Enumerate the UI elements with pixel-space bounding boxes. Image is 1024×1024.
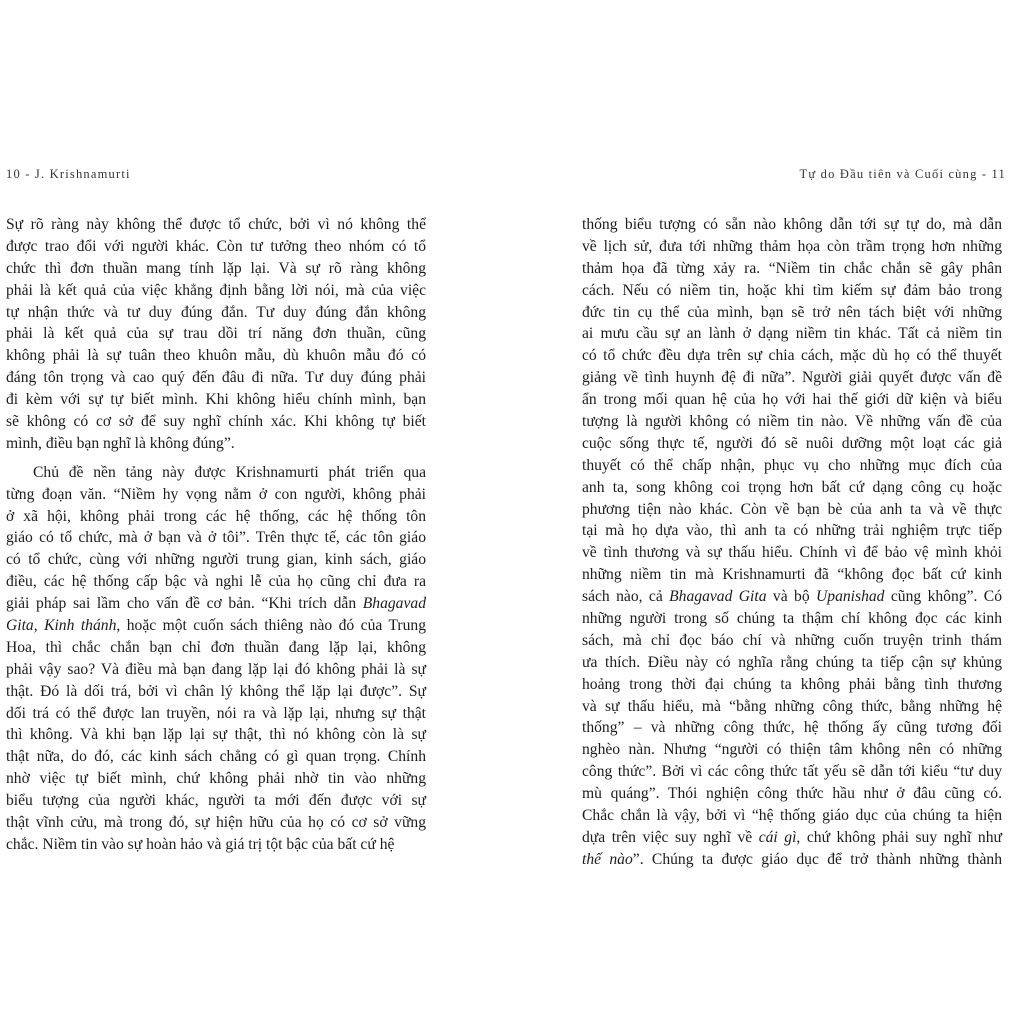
text-line [6, 790, 426, 812]
text-run: chức thì đơn thuần mang tính lặp lại. Và sự rõ ràng không [6, 259, 426, 277]
text-line [6, 527, 426, 549]
left-running-head: 10 - J. Krishnamurti [6, 167, 131, 181]
italic-title: Upanishad [816, 588, 885, 606]
text-run: từng đoạn văn. “Niềm hy vọng nằm ở con người, không phải [6, 485, 426, 503]
text-line [6, 506, 426, 528]
text-run: Hoa, thì chắc chắn bạn chỉ đơn thuần đang lặp lại, không [6, 638, 426, 656]
text-run: ưa thích. Điều này có nghĩa rằng chúng ta tiếp cận sự khủng [582, 653, 1002, 671]
text-line [6, 345, 426, 367]
text-run: cũng không”. Có [884, 588, 1002, 606]
text-run: nghèo nàn. Nhưng “người có thiện tâm không nên có những [582, 741, 1002, 759]
text-line [582, 433, 1002, 455]
text-run: Chắc chắn là vậy, bởi vì “hệ thống giáo dục của chúng ta hiện [582, 807, 1002, 825]
text-line [582, 280, 1002, 302]
text-run: đức tin cụ thể của mình, bạn sẽ trở nên tách biệt với những [582, 303, 1002, 321]
text-line [582, 367, 1002, 389]
italic-title: Gita, Kinh thánh [6, 617, 117, 635]
text-run: mình, điều bạn nghĩ là không đúng”. [6, 434, 235, 452]
text-run: tại mà họ dựa vào, thì anh ta có những trải nghiệm trực tiếp [582, 522, 1002, 540]
text-run: anh ta, song không coi trọng hơn bất cứ dạng công cụ hoặc [582, 478, 1002, 496]
text-run: đi kèm với sự tự biết mình. Khi không hiểu chính mình, bạn [6, 391, 426, 409]
text-line [582, 739, 1002, 761]
text-line [6, 389, 426, 411]
text-run: thảm họa đã từng xảy ra. “Niềm tin chắc chắn sẽ gây phân [582, 259, 1002, 277]
text-run: thống biểu tượng có sẵn nào không dẫn tới sự tự do, mà dẫn [582, 216, 1002, 233]
text-line [582, 805, 1002, 827]
text-run: sẽ không có cơ sở để suy nghĩ chính xác. Khi không tự biết [6, 413, 426, 431]
text-run: ẩn trong mối quan hệ của họ với hai thế giới dữ kiện và biểu [582, 391, 1002, 409]
text-run: công thức”. Bởi vì các công thức tất yếu sẽ dẫn tới kiểu “tư duy [582, 763, 1002, 781]
text-line [582, 783, 1002, 805]
text-run: nhờ việc tự biết mình, chứ không phải nhờ tin vào những [6, 770, 426, 788]
text-line [6, 302, 426, 324]
text-line [582, 827, 1002, 849]
text-line [6, 768, 426, 790]
text-run: hoảng trong thời đại chúng ta không phải bằng tình thương [582, 675, 1002, 693]
right-page-body [582, 214, 1002, 871]
text-line [582, 477, 1002, 499]
text-run: sách nào, cả [582, 588, 670, 606]
text-line [6, 659, 426, 681]
text-run: , chứ không phải suy nghĩ như [796, 828, 1002, 846]
text-line [582, 717, 1002, 739]
text-line [582, 345, 1002, 367]
text-line [6, 812, 426, 834]
left-page-body [6, 214, 426, 856]
text-line [582, 564, 1002, 586]
text-run: thống” – và những công thức, hệ thống ấy cũng tương đối [582, 719, 1002, 737]
text-line [6, 411, 426, 433]
text-run: được trao đổi với người khác. Còn tư tưởng theo nhóm có tổ [6, 237, 426, 255]
text-line [6, 549, 426, 571]
text-line [582, 214, 1002, 236]
text-run: dựa trên việc suy nghĩ về [582, 828, 759, 846]
text-run: giáo có tổ chức, mà ở bạn và ở tôi”. Trên thực tế, các tôn giáo [6, 529, 426, 547]
text-line [582, 520, 1002, 542]
text-run: có tổ chức, cùng với những người trung gian, kinh sách, giáo [6, 551, 426, 569]
italic-title: Bhagavad [362, 595, 426, 613]
text-run: phải là kết quả của sự trau dồi trí năng đơn thuần, cũng [6, 325, 426, 343]
text-run: Sự rõ ràng này không thể được tổ chức, bởi vì nó không thể [6, 216, 426, 233]
italic-title: cái gì [758, 828, 797, 846]
text-line [6, 484, 426, 506]
text-run: giải pháp sai lầm cho vấn đề cơ bản. “Khi trích dẫn [6, 595, 363, 613]
text-line [582, 761, 1002, 783]
right-running-head: Tự do Đầu tiên và Cuối cùng - 11 [799, 167, 1006, 181]
text-line [6, 367, 426, 389]
text-run: và bộ [766, 588, 817, 606]
text-run: thì không. Và khi bạn lặp lại sự thật, thì nó không còn là sự [6, 726, 426, 744]
text-line [582, 302, 1002, 324]
text-line [582, 499, 1002, 521]
text-line [6, 462, 426, 484]
text-line [582, 652, 1002, 674]
text-run: mù quáng”. Thói nghiện công thức hầu như ở đâu cũng có. [582, 785, 1002, 803]
text-line [6, 236, 426, 258]
text-line [582, 542, 1002, 564]
text-run: Chủ đề nền tảng này được Krishnamurti phát triển qua [33, 463, 426, 481]
italic-title: thế nào [582, 850, 633, 868]
text-line [582, 849, 1002, 871]
text-line [6, 593, 426, 615]
text-line [582, 455, 1002, 477]
text-run: thuyết có thể chấp nhận, phục vụ cho những mục đích của [582, 456, 1002, 474]
text-run: có tổ chức đều dựa trên sự chia cách, mặc dù họ có thể thuyết [582, 347, 1002, 365]
text-line [6, 746, 426, 768]
text-run: thật. Đó là dối trá, bởi vì chân lý không thể lặp lại được”. Sự [6, 682, 426, 700]
text-run: sách, mà chỉ đọc báo chí và những cuốn truyện trinh thám [582, 631, 1002, 649]
text-run: dối trá có thể được lan truyền, nói ra và lặp lại, nhưng sự thật [6, 704, 426, 722]
text-run: cuộc sống thực tế, người đó sẽ nuôi dưỡng một loạt các giả [582, 434, 1002, 452]
text-line [6, 615, 426, 637]
text-line [582, 236, 1002, 258]
text-run: về lịch sử, đưa tới những thảm họa còn trầm trọng hơn những [582, 237, 1002, 255]
text-line [582, 630, 1002, 652]
text-line [582, 608, 1002, 630]
text-run: điều, các hệ thống cấp bậc và nghi lễ của họ cũng chỉ đưa ra [6, 573, 426, 591]
text-run: cách. Nếu có niềm tin, hoặc khi tìm kiếm sự đảm bảo trong [582, 281, 1002, 299]
text-run: về tình thương và sự thấu hiểu. Chính vì để bảo vệ mình khỏi [582, 544, 1002, 562]
text-line [6, 637, 426, 659]
text-run: tượng là người không có niềm tin nào. Về những vấn đề của [582, 413, 1002, 431]
text-run: ở xã hội, không phải trong các hệ thống, các hệ thống tôn [6, 507, 426, 525]
text-run: không phải là sự tuân theo khuôn mẫu, dù khuôn mẫu đó có [6, 347, 426, 365]
text-line [582, 258, 1002, 280]
text-line [6, 703, 426, 725]
italic-title: Bhagavad Gita [669, 588, 767, 606]
text-line [582, 389, 1002, 411]
text-line [6, 834, 426, 856]
text-run: ”. Chúng ta được giáo dục để trở thành những thành [632, 850, 1002, 868]
text-line [582, 674, 1002, 696]
text-run: và sự thấu hiểu, mà “bằng những công thức, bằng những hệ [582, 697, 1002, 715]
text-line [582, 323, 1002, 345]
text-line [6, 681, 426, 703]
text-run: giảng về tình huynh đệ đi nữa”. Người giải quyết được vấn đề [582, 369, 1002, 387]
text-run: đáng tôn trọng và cao quý đến đâu đi nữa. Tư duy đúng phải [6, 369, 426, 387]
text-line [582, 586, 1002, 608]
text-line [6, 571, 426, 593]
text-run: ai mưu cầu sự an lành ở dạng niềm tin khác. Tất cả niềm tin [582, 325, 1002, 343]
text-run: , hoặc một cuốn sách thiêng nào đó của Trung [116, 617, 427, 635]
text-run: thật nữa, do đó, các kinh sách chẳng có gì quan trọng. Chính [6, 748, 426, 766]
text-run: phương tiện nào khác. Còn về bạn bè của anh ta và về thực [582, 500, 1002, 518]
text-line [6, 258, 426, 280]
text-run: biểu tượng của người khác, người ta mới đến được với sự [6, 792, 426, 810]
paragraph-gap [6, 455, 426, 462]
text-line [582, 411, 1002, 433]
text-run: những người trong số chúng ta thậm chí không đọc các kinh [582, 610, 1002, 628]
text-line [6, 433, 426, 455]
text-line [6, 214, 426, 236]
text-run: chắc. Niềm tin vào sự hoàn hảo và giá trị tột bậc của bất cứ hệ [6, 835, 395, 853]
text-line [6, 280, 426, 302]
text-run: những niềm tin mà Krishnamurti đã “không đọc bất cứ kinh [582, 566, 1002, 584]
text-line [6, 323, 426, 345]
text-run: tự nhận thức và tư duy đúng đắn. Tư duy đúng đắn không [6, 303, 426, 321]
text-line [6, 724, 426, 746]
text-run: phải vậy sao? Và điều mà bạn đang lặp lại đó không phải là sự [6, 660, 426, 678]
text-run: thật vĩnh cửu, mà trong đó, sự hiện hữu của họ có cơ sở vững [6, 814, 426, 832]
text-line [582, 696, 1002, 718]
text-run: phải là kết quả của việc khẳng định bằng lời nói, mà của việc [6, 281, 426, 299]
